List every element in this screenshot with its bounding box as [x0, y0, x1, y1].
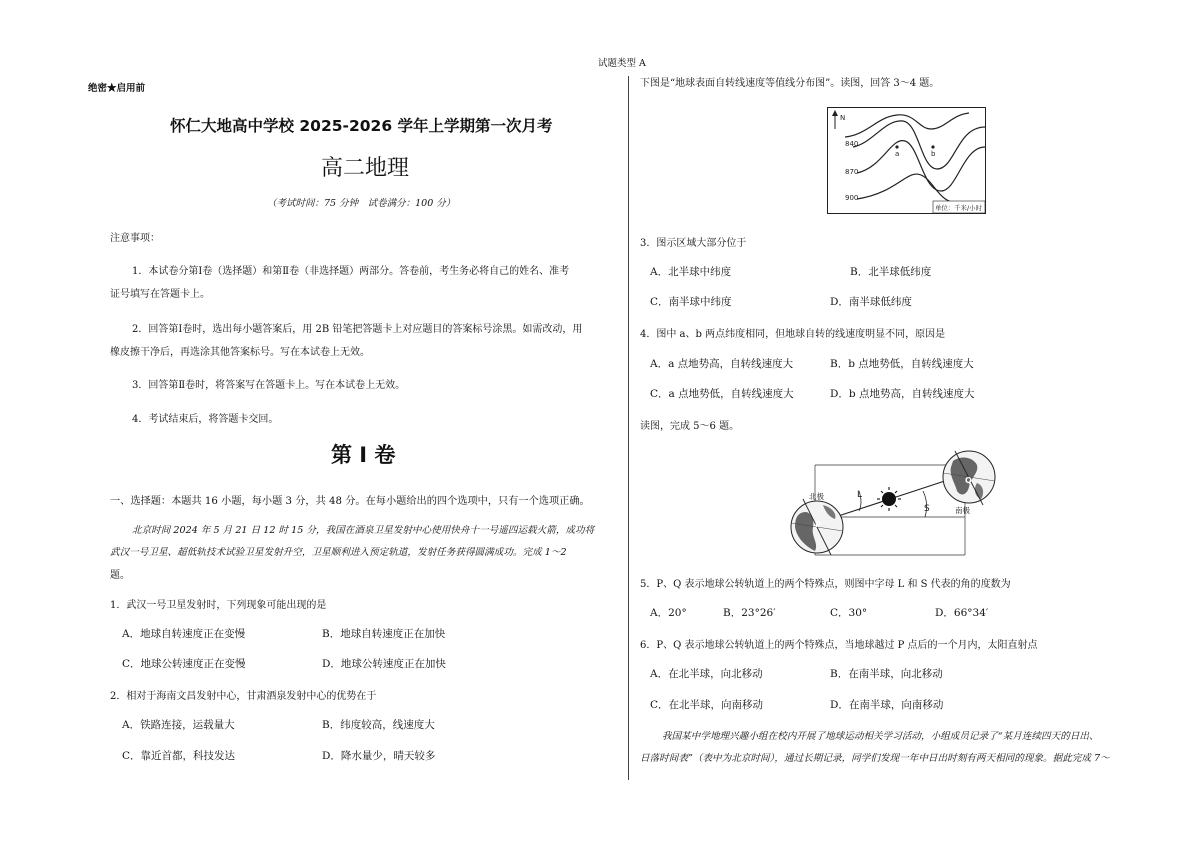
point-b-label: b	[931, 150, 936, 158]
q2-option-c[interactable]: C．靠近首都，科技发达	[122, 750, 236, 762]
sun-icon	[877, 487, 901, 511]
north-pole-label-left: 北极	[809, 492, 824, 501]
read-fig2-intro: 读图，完成 5～6 题。	[640, 421, 740, 432]
angle-L-label: L	[857, 490, 863, 500]
q1-option-a[interactable]: A．地球自转速度正在变慢	[122, 628, 246, 640]
isoline-label-900: 900	[845, 194, 859, 202]
q1-option-d[interactable]: D．地球公转速度正在加快	[322, 658, 446, 670]
q4-option-a[interactable]: A．a 点地势高，自转线速度大	[650, 358, 794, 370]
note-2-line2: 橡皮擦干净后，再选涂其他答案标号。写在本试卷上无效。	[110, 347, 370, 358]
point-a-marker	[895, 145, 898, 148]
q2-option-d[interactable]: D．降水量少，晴天较多	[322, 750, 436, 762]
q5-stem: 5．P、Q 表示地球公转轨道上的两个特殊点，则图中字母 L 和 S 代表的角的度数为	[640, 579, 1011, 590]
paper-type: 试题类型 A	[598, 58, 646, 69]
section-instruction: 一、选择题：本题共 16 小题，每小题 3 分，共 48 分。在每小题给出的四个选项中，只有一个选项正确。	[110, 496, 590, 507]
secret-label: 绝密★启用前	[88, 83, 146, 94]
point-b-marker	[931, 145, 934, 148]
q4-option-d[interactable]: D．b 点地势高，自转线速度大	[830, 388, 975, 400]
rotation-speed-isoline-map	[827, 107, 987, 215]
column-divider	[628, 76, 629, 780]
passage1-line1: 北京时间 2024 年 5 月 21 日 12 时 15 分，我国在酒泉卫星发射中心使用快舟十一号遥四运载火箭，成功将	[132, 525, 595, 536]
q6-option-d[interactable]: D．在南半球，向南移动	[830, 699, 944, 711]
q2-option-b[interactable]: B．纬度较高，线速度大	[322, 719, 435, 731]
point-Q-label: Q	[965, 476, 972, 485]
unit-label: 单位：千米/小时	[935, 204, 982, 212]
q3-option-d[interactable]: D．南半球低纬度	[830, 296, 912, 308]
q6-option-a[interactable]: A．在北半球，向北移动	[650, 668, 763, 680]
q1-option-c[interactable]: C．地球公转速度正在变慢	[122, 658, 246, 670]
passage3-line2: 日落时间表”（表中为北京时间），通过长期记录，同学们发现一年中日出时刻有两天相同的现象。据此完成 7～	[640, 753, 1110, 764]
q5-option-c[interactable]: C．30°	[830, 607, 868, 619]
fig1-intro: 下图是“地球表面自转线速度等值线分布图”。读图，回答 3～4 题。	[640, 78, 940, 89]
isoline-label-840: 840	[845, 140, 859, 148]
north-label: N	[840, 114, 846, 122]
section-title: 第 I 卷	[331, 443, 396, 467]
q5-option-b[interactable]: B．23°26′	[723, 607, 776, 619]
point-a-label: a	[895, 150, 900, 158]
q3-option-a[interactable]: A．北半球中纬度	[650, 266, 732, 278]
note-2-line1: 2．回答第Ⅰ卷时，选出每小题答案后，用 2B 铅笔把答题卡上对应题目的答案标号涂黑。如需改动，用	[132, 324, 583, 335]
q2-option-a[interactable]: A．铁路连接，运载量大	[122, 719, 235, 731]
q4-option-b[interactable]: B．b 点地势低，自转线速度大	[830, 358, 974, 370]
passage1-line3: 题。	[110, 570, 130, 581]
q4-option-c[interactable]: C．a 点地势低，自转线速度大	[650, 388, 794, 400]
q3-stem: 3．图示区域大部分位于	[640, 238, 747, 249]
q1-stem: 1．武汉一号卫星发射时，下列现象可能出现的是	[110, 600, 327, 611]
angle-S-label: S	[924, 504, 930, 514]
school-title: 怀仁大地高中学校 2025-2026 学年上学期第一次月考	[170, 117, 553, 135]
passage3-line1: 我国某中学地理兴趣小组在校内开展了地球运动相关学习活动，小组成员记录了“某月连续四天的日出、	[662, 731, 1099, 742]
q3-option-c[interactable]: C．南半球中纬度	[650, 296, 732, 308]
note-1-line1: 1．本试卷分第Ⅰ卷（选择题）和第Ⅱ卷（非选择题）两部分。答卷前，考生务必将自己的姓名、准考	[132, 266, 570, 277]
q6-option-b[interactable]: B．在南半球，向北移动	[830, 668, 943, 680]
earth-orbit-diagram	[785, 447, 1000, 559]
subject-title: 高二地理	[321, 156, 410, 181]
q2-stem: 2．相对于海南文昌发射中心，甘肃酒泉发射中心的优势在于	[110, 691, 377, 702]
note-4: 4．考试结束后，将答题卡交回。	[132, 414, 279, 425]
note-1-line2: 证号填写在答题卡上。	[110, 289, 210, 300]
point-P-label: P	[815, 520, 821, 529]
isoline-label-870: 870	[845, 168, 859, 176]
q4-stem: 4．图中 a、b 两点纬度相同，但地球自转的线速度明显不同，原因是	[640, 329, 946, 340]
notes-heading: 注意事项：	[110, 233, 160, 244]
exam-info: （考试时间：75 分钟 试卷满分：100 分）	[267, 198, 456, 209]
q6-stem: 6．P、Q 表示地球公转轨道上的两个特殊点，当地球越过 P 点后的一个月内，太阳直射点	[640, 640, 1038, 651]
note-3: 3．回答第Ⅱ卷时，将答案写在答题卡上。写在本试卷上无效。	[132, 380, 406, 391]
q6-option-c[interactable]: C．在北半球，向南移动	[650, 699, 764, 711]
q5-option-a[interactable]: A．20°	[650, 607, 687, 619]
q5-option-d[interactable]: D．66°34′	[935, 607, 989, 619]
south-pole-label-right: 南极	[955, 506, 970, 515]
q3-option-b[interactable]: B．北半球低纬度	[850, 266, 932, 278]
q1-option-b[interactable]: B．地球自转速度正在加快	[322, 628, 446, 640]
passage1-line2: 武汉一号卫星、超低轨技术试验卫星发射升空，卫星顺利进入预定轨道，发射任务获得圆满成功。完成 1～2	[110, 547, 567, 558]
